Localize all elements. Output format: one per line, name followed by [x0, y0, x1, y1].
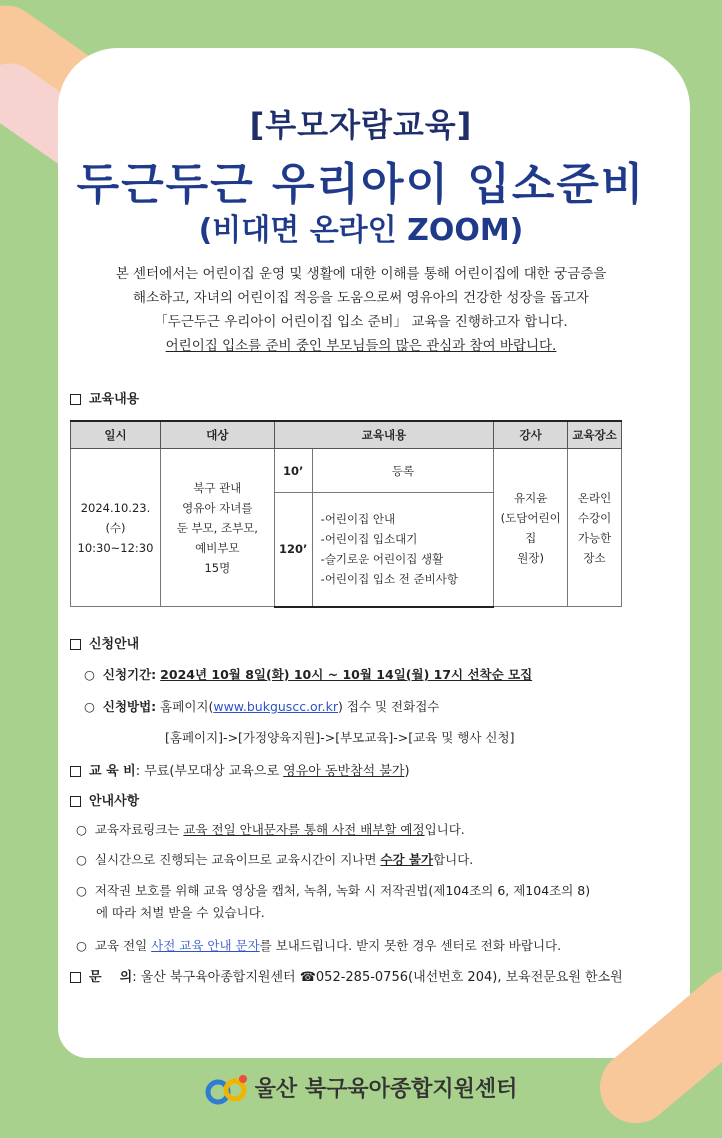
circle-bullet-icon: ○ — [76, 883, 87, 898]
header-target: 대상 — [160, 421, 274, 449]
intro-paragraph — [0, 262, 722, 358]
circle-bullet-icon: ○ — [76, 822, 87, 837]
circle-bullet-icon: ○ — [76, 852, 87, 867]
schedule-table — [70, 420, 622, 608]
cell-target: 북구 관내 영유아 자녀를 둔 부모, 조부모, 예비부모 15명 — [160, 449, 274, 607]
header-content: 교육내용 — [274, 421, 494, 449]
cell-content-list: -어린이집 안내 -어린이집 입소대기 -슬기로운 어린이집 생활 -어린이집 입소 전 준비사항 — [312, 493, 494, 607]
table-row — [71, 449, 622, 493]
notice-item: ○ 교육 전일 사전 교육 안내 문자를 보내드립니다. 받지 못한 경우 센터로 전화 바랍니다. — [76, 938, 562, 953]
apply-period: ○ 신청기간: 2024년 10월 8일(화) 10시 ~ 10월 14일(월) 17시 선착순 모집 — [84, 667, 533, 682]
cell-instructor: 유지윤 (도담어린이집 원장) — [494, 449, 568, 607]
checkbox-icon — [70, 639, 81, 650]
cell-time: 10’ — [274, 449, 312, 493]
cell-time: 120’ — [274, 493, 312, 607]
fee-line: 교 육 비: 무료(부모대상 교육으로 영유아 동반참석 불가) — [70, 760, 410, 779]
page-title: 두근두근 우리아이 입소준비 — [76, 159, 646, 210]
header-place: 교육장소 — [568, 421, 622, 449]
page-subtitle: (비대면 온라인 ZOOM) — [198, 213, 524, 248]
circle-bullet-icon: ○ — [84, 699, 95, 714]
homepage-link[interactable]: www.bukguscc.or.kr — [213, 699, 339, 714]
table-header-row — [71, 421, 622, 449]
intro-line: 해소하고, 자녀의 어린이집 적응을 도움으로써 영유아의 건강한 성장을 돕고자 — [133, 290, 589, 306]
cell-date: 2024.10.23.(수) 10:30~12:30 — [71, 449, 161, 607]
checkbox-icon — [70, 766, 81, 777]
notice-item: ○ 교육자료링크는 교육 전일 안내문자를 통해 사전 배부할 예정입니다. — [76, 822, 465, 837]
cell-content: 등록 — [312, 449, 494, 493]
footer-org — [0, 1072, 722, 1107]
checkbox-icon — [70, 972, 81, 983]
checkbox-icon — [70, 394, 81, 405]
apply-path: [홈페이지]->[가정양육지원]->[부모교육]->[교육 및 행사 신청] — [165, 730, 515, 745]
apply-method: ○ 신청방법: 홈페이지(www.bukguscc.or.kr) 접수 및 전화접수 — [84, 699, 440, 714]
intro-line: 본 센터에서는 어린이집 운영 및 생활에 대한 이해를 통해 어린이집에 대한 궁금증을 — [115, 266, 607, 282]
intro-line-underlined: 어린이집 입소를 준비 중인 부모님들의 많은 관심과 참여 바랍니다. — [165, 338, 557, 354]
center-logo-icon — [205, 1073, 249, 1107]
circle-bullet-icon: ○ — [76, 938, 87, 953]
footer-org-name: 울산 북구육아종합지원센터 — [254, 1077, 518, 1102]
title-bracket: [부모자람교육] — [249, 106, 473, 144]
cell-place: 온라인 수강이 가능한 장소 — [568, 449, 622, 607]
contact-line: 문 의: 울산 북구육아종합지원센터 ☎052-285-0756(내선번호 204), 보육전문요원 한소원 — [70, 966, 623, 985]
intro-line: 「두근두근 우리아이 어린이집 입소 준비」 교육을 진행하고자 합니다. — [154, 314, 568, 330]
circle-bullet-icon: ○ — [84, 667, 95, 682]
header-instructor: 강사 — [494, 421, 568, 449]
notice-item: ○ 저작권 보호를 위해 교육 영상을 캡처, 녹취, 녹화 시 저작권법(제104조의 6, 제104조의 8) 에 따라 처벌 받을 수 있습니다. — [76, 883, 591, 920]
checkbox-icon — [70, 796, 81, 807]
notice-item: ○ 실시간으로 진행되는 교육이므로 교육시간이 지나면 수강 불가합니다. — [76, 852, 474, 867]
section-notice-heading: 안내사항 — [70, 790, 139, 809]
section-apply-heading: 신청안내 — [70, 633, 139, 652]
section-education-heading: 교육내용 — [70, 388, 139, 407]
header-date: 일시 — [71, 421, 161, 449]
